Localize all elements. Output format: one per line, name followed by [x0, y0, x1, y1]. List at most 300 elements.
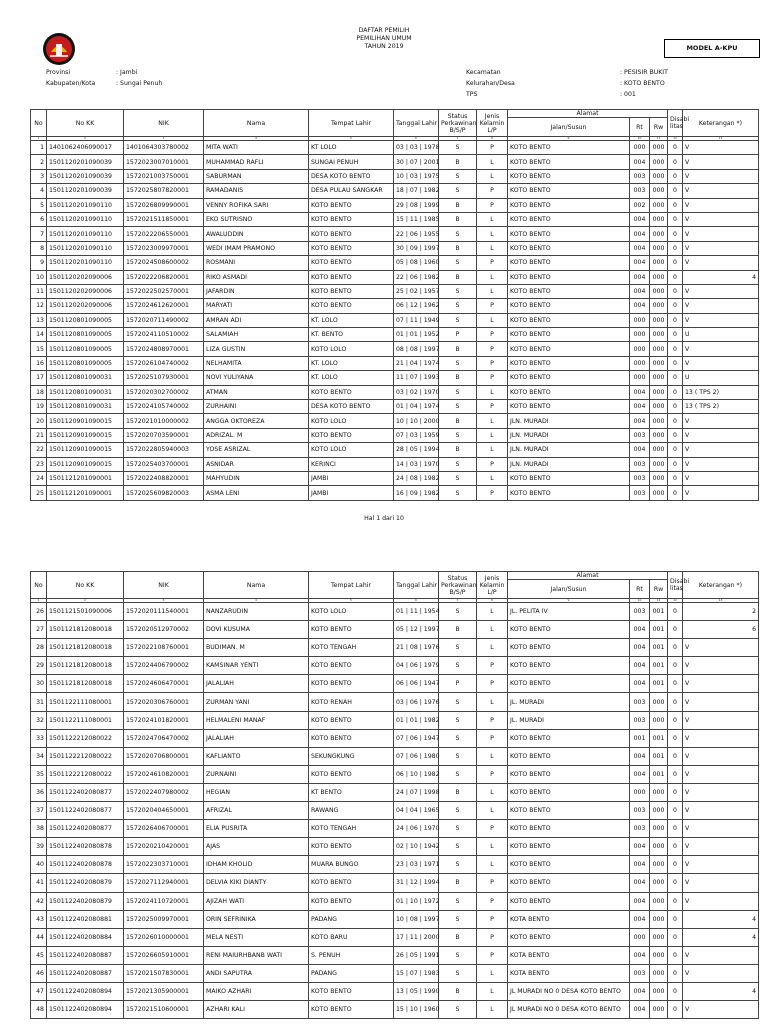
table-row: [31, 946, 759, 964]
row-jenis-kelamin: L: [477, 155, 508, 169]
table-row: [31, 471, 759, 485]
row-disabilitas: 0: [668, 910, 683, 928]
row-tempat-lahir: KERINCI: [309, 457, 394, 471]
row-rw: 000: [650, 711, 668, 729]
row-nik: 1572025009970001: [124, 910, 204, 928]
row-keterangan: V: [683, 414, 759, 428]
kecamatan-label: Kecamatan: [466, 69, 501, 76]
row-rw: 000: [650, 227, 668, 241]
row-rw: 000: [650, 1001, 668, 1019]
row-nik: 1572024110720001: [124, 892, 204, 910]
col-no: No: [31, 572, 47, 599]
row-tempat-lahir: KOTO BENTO: [309, 256, 394, 270]
table-row: [31, 414, 759, 428]
row-tempat-lahir: KT LOLO: [309, 141, 394, 155]
row-tempat-lahir: KOTO BENTO: [309, 982, 394, 1000]
row-rt: 004: [630, 1001, 650, 1019]
row-nik: 1572024606470001: [124, 675, 204, 693]
row-tanggal-lahir: 05 | 08 | 1960: [394, 256, 439, 270]
row-status: S: [439, 1001, 477, 1019]
row-no: 26: [31, 603, 47, 621]
table-row: [31, 639, 759, 657]
row-tanggal-lahir: 06 | 06 | 1947: [394, 675, 439, 693]
row-keterangan: V: [683, 747, 759, 765]
row-disabilitas: 0: [668, 284, 683, 298]
row-keterangan: V: [683, 675, 759, 693]
row-rw: 000: [650, 486, 668, 500]
row-status: S: [439, 802, 477, 820]
col-nama: Nama: [204, 110, 309, 137]
row-jalan: KOTA BENTO: [508, 946, 630, 964]
voter-table-page-2: [30, 571, 759, 1019]
row-status: S: [439, 486, 477, 500]
row-no-kk: 1501120801090031: [47, 371, 124, 385]
row-no: 34: [31, 747, 47, 765]
row-keterangan: V: [683, 212, 759, 226]
row-jenis-kelamin: P: [477, 729, 508, 747]
col-tanggal-lahir: Tanggal Lahir: [394, 572, 439, 599]
row-rw: 000: [650, 212, 668, 226]
row-disabilitas: 0: [668, 256, 683, 270]
row-no: 41: [31, 874, 47, 892]
row-disabilitas: 0: [668, 729, 683, 747]
row-nik: 1572025807820001: [124, 184, 204, 198]
row-rw: 000: [650, 982, 668, 1000]
row-tempat-lahir: KOTO TENGAH: [309, 820, 394, 838]
row-no-kk: 1501122111080001: [47, 711, 124, 729]
row-status: S: [439, 400, 477, 414]
row-keterangan: V: [683, 471, 759, 485]
row-tanggal-lahir: 24 | 07 | 1998: [394, 783, 439, 801]
row-no: 4: [31, 184, 47, 198]
row-jalan: JL. MURADI: [508, 711, 630, 729]
table-row: [31, 270, 759, 284]
row-keterangan: V: [683, 313, 759, 327]
provinsi-value: : Jambi: [116, 69, 138, 76]
row-tanggal-lahir: 15 | 07 | 1983: [394, 964, 439, 982]
col-tanggal-lahir: Tanggal Lahir: [394, 110, 439, 137]
row-rt: 000: [630, 141, 650, 155]
row-no: 46: [31, 964, 47, 982]
row-nik: 1572026104740002: [124, 356, 204, 370]
row-no-kk: 1501122402080877: [47, 783, 124, 801]
row-tanggal-lahir: 03 | 02 | 1970: [394, 385, 439, 399]
table-row: [31, 155, 759, 169]
row-tempat-lahir: KT. BENTO: [309, 328, 394, 342]
row-jenis-kelamin: L: [477, 428, 508, 442]
row-rt: 004: [630, 765, 650, 783]
row-keterangan: 4: [683, 270, 759, 284]
kabupaten-label: Kabupaten/Kota: [46, 80, 96, 87]
row-rt: 004: [630, 155, 650, 169]
row-no-kk: 1501122402080879: [47, 892, 124, 910]
row-tanggal-lahir: 06 | 12 | 1962: [394, 299, 439, 313]
table-row: [31, 486, 759, 500]
row-rt: 004: [630, 675, 650, 693]
row-tempat-lahir: KOTO BENTO: [309, 621, 394, 639]
row-tanggal-lahir: 11 | 07 | 1993: [394, 371, 439, 385]
row-nama: ASMA LENI: [204, 486, 309, 500]
row-disabilitas: 0: [668, 414, 683, 428]
row-disabilitas: 0: [668, 1001, 683, 1019]
row-no: 44: [31, 928, 47, 946]
table-row: [31, 928, 759, 946]
row-jalan: KOTO BENTO: [508, 256, 630, 270]
row-disabilitas: 0: [668, 892, 683, 910]
row-keterangan: V: [683, 1001, 759, 1019]
row-tanggal-lahir: 05 | 12 | 1997: [394, 621, 439, 639]
row-disabilitas: 0: [668, 169, 683, 183]
kecamatan-value: : PESISIR BUKIT: [620, 69, 668, 76]
table-row: [31, 284, 759, 298]
row-nama: AJIZAH WATI: [204, 892, 309, 910]
row-status: S: [439, 471, 477, 485]
row-tanggal-lahir: 26 | 05 | 1991: [394, 946, 439, 964]
row-jalan: KOTO BENTO: [508, 892, 630, 910]
row-keterangan: V: [683, 256, 759, 270]
table-row: [31, 212, 759, 226]
column-number-row: 1 2 3 4 5 6 7 8 9 10 11 12 13: [31, 599, 759, 603]
row-jalan: KOTO BENTO: [508, 184, 630, 198]
row-tempat-lahir: JAMBI: [309, 486, 394, 500]
col-rw: Rw: [650, 118, 668, 137]
row-status: B: [439, 928, 477, 946]
row-rt: 003: [630, 964, 650, 982]
col-rw: Rw: [650, 580, 668, 599]
row-rw: 000: [650, 299, 668, 313]
row-no-kk: 1501120201090039: [47, 184, 124, 198]
col-jalan: Jalan/Susun: [508, 580, 630, 599]
row-status: S: [439, 457, 477, 471]
row-status: S: [439, 227, 477, 241]
row-tanggal-lahir: 01 | 04 | 1974: [394, 400, 439, 414]
row-nik: 1572020302700002: [124, 385, 204, 399]
row-tempat-lahir: KOTO BENTO: [309, 675, 394, 693]
row-jenis-kelamin: L: [477, 471, 508, 485]
row-disabilitas: 0: [668, 471, 683, 485]
row-tanggal-lahir: 10 | 03 | 1975: [394, 169, 439, 183]
row-nama: MAIKO AZHARI: [204, 982, 309, 1000]
row-rw: 000: [650, 964, 668, 982]
row-rt: 004: [630, 639, 650, 657]
row-jalan: KOTO BENTO: [508, 270, 630, 284]
row-rt: 004: [630, 414, 650, 428]
col-keterangan: Keterangan *): [683, 572, 759, 599]
row-no: 19: [31, 400, 47, 414]
row-tempat-lahir: KT. LOLO: [309, 371, 394, 385]
col-tempat-lahir: Tempat Lahir: [309, 572, 394, 599]
row-jalan: JL. MURADI: [508, 693, 630, 711]
row-jalan: KOTO BENTO: [508, 241, 630, 255]
row-rw: 000: [650, 457, 668, 471]
row-jenis-kelamin: P: [477, 328, 508, 342]
row-rt: 004: [630, 241, 650, 255]
row-disabilitas: 0: [668, 198, 683, 212]
row-status: B: [439, 414, 477, 428]
row-nama: EKO SUTRISNO: [204, 212, 309, 226]
table-row: [31, 141, 759, 155]
row-tempat-lahir: KOTO BENTO: [309, 711, 394, 729]
row-no: 27: [31, 621, 47, 639]
row-no: 28: [31, 639, 47, 657]
row-no-kk: 1501120801090031: [47, 385, 124, 399]
row-disabilitas: 0: [668, 621, 683, 639]
row-jalan: KOTO BENTO: [508, 342, 630, 356]
row-nik: 1572026605910001: [124, 946, 204, 964]
row-nama: AZHARI KALI: [204, 1001, 309, 1019]
row-tanggal-lahir: 13 | 05 | 1990: [394, 982, 439, 1000]
row-tempat-lahir: KOTO BENTO: [309, 765, 394, 783]
row-rt: 003: [630, 802, 650, 820]
row-no-kk: 1501122402080878: [47, 856, 124, 874]
document-title: [0, 27, 768, 51]
row-no: 45: [31, 946, 47, 964]
row-jenis-kelamin: P: [477, 486, 508, 500]
row-keterangan: V: [683, 486, 759, 500]
row-no-kk: 1501120201090110: [47, 212, 124, 226]
row-disabilitas: 0: [668, 946, 683, 964]
row-keterangan: V: [683, 241, 759, 255]
row-no-kk: 1501122212080022: [47, 747, 124, 765]
row-jenis-kelamin: P: [477, 256, 508, 270]
row-tempat-lahir: SEKUNGKUNG: [309, 747, 394, 765]
table-row: [31, 385, 759, 399]
row-rw: 000: [650, 270, 668, 284]
row-tanggal-lahir: 07 | 03 | 1959: [394, 428, 439, 442]
table-row: [31, 675, 759, 693]
row-nama: AFRIZAL: [204, 802, 309, 820]
row-jalan: KOTO BENTO: [508, 299, 630, 313]
row-nik: 1572024110510002: [124, 328, 204, 342]
row-keterangan: V: [683, 729, 759, 747]
row-tanggal-lahir: 30 | 07 | 2001: [394, 155, 439, 169]
row-jenis-kelamin: L: [477, 856, 508, 874]
row-no: 48: [31, 1001, 47, 1019]
row-jenis-kelamin: L: [477, 603, 508, 621]
row-no: 20: [31, 414, 47, 428]
col-tempat-lahir: Tempat Lahir: [309, 110, 394, 137]
row-tempat-lahir: KT. LOLO: [309, 356, 394, 370]
row-keterangan: V: [683, 820, 759, 838]
row-disabilitas: 0: [668, 856, 683, 874]
row-no: 8: [31, 241, 47, 255]
col-nik: NIK: [124, 110, 204, 137]
row-no-kk: 1501122402080879: [47, 874, 124, 892]
row-jalan: JLN. MURADI: [508, 457, 630, 471]
row-tanggal-lahir: 28 | 05 | 1994: [394, 443, 439, 457]
row-nama: JALALIAH: [204, 729, 309, 747]
row-nik: 1572026010000001: [124, 928, 204, 946]
row-disabilitas: 0: [668, 639, 683, 657]
row-keterangan: V: [683, 639, 759, 657]
table-row: [31, 910, 759, 928]
table-row: [31, 198, 759, 212]
row-rt: 002: [630, 198, 650, 212]
row-nik: 1572021510600001: [124, 1001, 204, 1019]
row-nik: 1572024612620001: [124, 299, 204, 313]
row-rw: 000: [650, 414, 668, 428]
row-status: S: [439, 141, 477, 155]
col-no-kk: No KK: [47, 572, 124, 599]
row-rt: 003: [630, 693, 650, 711]
row-no-kk: 1501121812080018: [47, 639, 124, 657]
row-jenis-kelamin: P: [477, 675, 508, 693]
row-nama: KAMSINAR YENTI: [204, 657, 309, 675]
row-rw: 001: [650, 675, 668, 693]
row-jenis-kelamin: P: [477, 371, 508, 385]
row-rw: 000: [650, 693, 668, 711]
row-tempat-lahir: RAWANG: [309, 802, 394, 820]
row-tempat-lahir: KOTO BENTO: [309, 385, 394, 399]
col-status: Status Perkawinan B/S/P: [439, 572, 477, 599]
row-rw: 000: [650, 313, 668, 327]
row-tanggal-lahir: 10 | 10 | 2000: [394, 414, 439, 428]
row-rw: 000: [650, 356, 668, 370]
row-rt: 004: [630, 270, 650, 284]
row-jenis-kelamin: L: [477, 169, 508, 183]
row-jalan: JLN. MURADI: [508, 428, 630, 442]
row-keterangan: 4: [683, 910, 759, 928]
row-no: 5: [31, 198, 47, 212]
row-no: 36: [31, 783, 47, 801]
row-jenis-kelamin: L: [477, 621, 508, 639]
row-rw: 001: [650, 657, 668, 675]
col-nik: NIK: [124, 572, 204, 599]
row-keterangan: V: [683, 765, 759, 783]
row-disabilitas: 0: [668, 783, 683, 801]
row-disabilitas: 0: [668, 299, 683, 313]
row-tanggal-lahir: 01 | 11 | 1954: [394, 603, 439, 621]
row-status: B: [439, 270, 477, 284]
table-row: [31, 184, 759, 198]
row-nik: 1572024808970001: [124, 342, 204, 356]
row-status: P: [439, 328, 477, 342]
row-rw: 000: [650, 856, 668, 874]
row-no: 47: [31, 982, 47, 1000]
row-disabilitas: 0: [668, 428, 683, 442]
row-tempat-lahir: KOTO BENTO: [309, 241, 394, 255]
row-status: S: [439, 838, 477, 856]
row-tempat-lahir: KOTO TENGAH: [309, 639, 394, 657]
row-no-kk: 1501122402080884: [47, 928, 124, 946]
row-status: B: [439, 874, 477, 892]
row-status: S: [439, 284, 477, 298]
table-row: [31, 1001, 759, 1019]
meta-right: [466, 67, 668, 100]
row-jalan: KOTO BENTO: [508, 471, 630, 485]
row-tempat-lahir: KOTO BENTO: [309, 874, 394, 892]
row-tempat-lahir: KOTO LOLO: [309, 414, 394, 428]
row-rt: 004: [630, 874, 650, 892]
row-nama: KAFLIANTO: [204, 747, 309, 765]
row-jalan: KOTO BENTO: [508, 928, 630, 946]
row-jalan: KOTO BENTO: [508, 675, 630, 693]
row-rt: 001: [630, 729, 650, 747]
voter-rows-page-2: [31, 603, 759, 1019]
row-jalan: JL MURADI NO 0 DESA KOTO BENTO: [508, 1001, 630, 1019]
row-status: S: [439, 856, 477, 874]
row-disabilitas: 0: [668, 603, 683, 621]
row-jenis-kelamin: L: [477, 284, 508, 298]
table-row: [31, 457, 759, 471]
row-status: S: [439, 657, 477, 675]
row-rt: 003: [630, 471, 650, 485]
table-row: [31, 241, 759, 255]
row-keterangan: V: [683, 184, 759, 198]
row-tanggal-lahir: 08 | 08 | 1997: [394, 342, 439, 356]
row-tempat-lahir: KOTO BENTO: [309, 892, 394, 910]
row-jalan: JL. PELITA IV: [508, 603, 630, 621]
row-jenis-kelamin: L: [477, 414, 508, 428]
row-no-kk: 1501122212080022: [47, 729, 124, 747]
row-nama: DELVIA KIKI DIANTY: [204, 874, 309, 892]
tps-label: TPS: [466, 91, 478, 98]
row-disabilitas: 0: [668, 802, 683, 820]
row-tempat-lahir: MUARA BUNGO: [309, 856, 394, 874]
row-jalan: JLN. MURADI: [508, 414, 630, 428]
row-no: 18: [31, 385, 47, 399]
row-no-kk: 1501120202090006: [47, 270, 124, 284]
row-jenis-kelamin: P: [477, 874, 508, 892]
row-rw: 000: [650, 838, 668, 856]
row-rw: 000: [650, 371, 668, 385]
row-jalan: JLN. MURADI: [508, 443, 630, 457]
row-no-kk: 1501120201090039: [47, 155, 124, 169]
table-row: [31, 169, 759, 183]
col-rt: Rt: [630, 118, 650, 137]
row-jalan: KOTO BENTO: [508, 820, 630, 838]
row-tanggal-lahir: 04 | 04 | 1965: [394, 802, 439, 820]
row-no: 17: [31, 371, 47, 385]
row-keterangan: V: [683, 892, 759, 910]
row-jalan: KOTO BENTO: [508, 284, 630, 298]
row-tanggal-lahir: 16 | 09 | 1982: [394, 486, 439, 500]
row-no-kk: 1501120801090031: [47, 400, 124, 414]
row-nama: NOVI YULIYANA: [204, 371, 309, 385]
row-nama: MARYATI: [204, 299, 309, 313]
row-keterangan: V: [683, 838, 759, 856]
row-rt: 003: [630, 184, 650, 198]
row-disabilitas: 0: [668, 400, 683, 414]
row-no-kk: 1501122402080877: [47, 820, 124, 838]
row-keterangan: V: [683, 964, 759, 982]
row-no-kk: 1501122402080887: [47, 946, 124, 964]
row-keterangan: V: [683, 342, 759, 356]
row-tempat-lahir: JAMBI: [309, 471, 394, 485]
table-row: [31, 256, 759, 270]
row-jenis-kelamin: L: [477, 783, 508, 801]
row-jalan: KOTO BENTO: [508, 141, 630, 155]
row-no: 16: [31, 356, 47, 370]
row-nama: MITA WATI: [204, 141, 309, 155]
row-rt: 004: [630, 946, 650, 964]
row-status: S: [439, 356, 477, 370]
row-no-kk: 1501120801090005: [47, 313, 124, 327]
row-jenis-kelamin: P: [477, 765, 508, 783]
row-jenis-kelamin: P: [477, 711, 508, 729]
title-line-1: DAFTAR PEMILIH: [358, 27, 410, 34]
row-rt: 004: [630, 299, 650, 313]
row-rw: 000: [650, 946, 668, 964]
row-tanggal-lahir: 25 | 02 | 1957: [394, 284, 439, 298]
row-nik: 1572022408820001: [124, 471, 204, 485]
row-disabilitas: 0: [668, 874, 683, 892]
table-row: [31, 874, 759, 892]
row-status: S: [439, 729, 477, 747]
row-nik: 1572022805940003: [124, 443, 204, 457]
table-row: [31, 443, 759, 457]
row-rt: 003: [630, 603, 650, 621]
